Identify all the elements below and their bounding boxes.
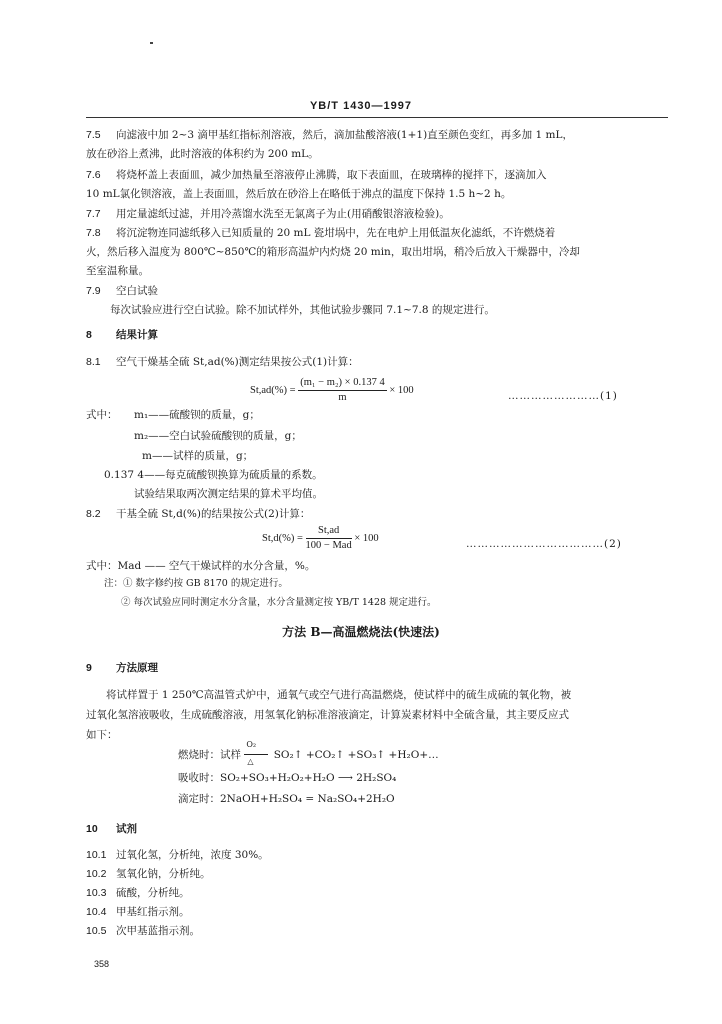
clause-number: 7.7 bbox=[86, 208, 101, 220]
principle-text-1: 将试样置于 1 250℃高温管式炉中，通氧气或空气进行高温燃烧，使试样中的硫生成硫的氧化物，被 bbox=[106, 689, 572, 701]
clause-7-5-cont: 放在砂浴上煮沸，此时溶液的体积约为 200 mL。 bbox=[86, 148, 319, 160]
clause-text: 用定量滤纸过滤，并用冷蒸馏水洗至无氯离子为止(用硝酸银溶液检验)。 bbox=[116, 208, 450, 220]
formula-tail: × 100 bbox=[354, 533, 379, 545]
var-m: m——试样的质量，g； bbox=[142, 450, 254, 462]
arrow-condition-top: O₂ bbox=[246, 740, 257, 749]
formula-2 bbox=[262, 524, 379, 553]
clause-number: 7.6 bbox=[86, 169, 101, 181]
reaction-arrow bbox=[244, 740, 270, 766]
section-number: 8 bbox=[86, 329, 92, 341]
reagent-text: 过氧化氢，分析纯，浓度 30%。 bbox=[116, 849, 269, 861]
reagent-number: 10.2 bbox=[86, 868, 107, 880]
formula-tail: × 100 bbox=[389, 385, 414, 397]
clause-7-5 bbox=[86, 128, 573, 142]
var-coefficient: 0.137 4——每克硫酸钡换算为硫质量的系数。 bbox=[104, 469, 323, 481]
section-9 bbox=[86, 661, 158, 675]
note-1: 注：① 数字修约按 GB 8170 的规定进行。 bbox=[104, 578, 288, 589]
formula-1-number: ……………………(1) bbox=[508, 390, 618, 402]
clause-title: 空白试验 bbox=[116, 285, 158, 297]
reaction-products: SO₂↑ +CO₂↑ +SO₃↑ +H₂O+… bbox=[273, 749, 439, 761]
principle-text-2: 过氧化氢溶液吸收，生成硫酸溶液，用氢氧化钠标准溶液滴定，计算炭素材料中全硫含量，其主要反应式 bbox=[86, 709, 569, 721]
standard-header: YB/T 1430—1997 bbox=[309, 100, 413, 112]
clause-text: 向滤液中加 2~3 滴甲基红指标剂溶液，然后，滴加盐酸溶液(1+1)直至颜色变红，再多加 1 mL， bbox=[116, 129, 573, 141]
clause-7-8 bbox=[86, 226, 555, 240]
reaction-titration: 滴定时：2NaOH+H₂SO₄ = Na₂SO₄+2H₂O bbox=[178, 793, 395, 805]
arrow-line bbox=[244, 754, 268, 755]
denominator: 100 − Mad bbox=[305, 540, 352, 552]
page-number: 358 bbox=[94, 959, 110, 969]
clause-7-6-cont: 10 mL氯化钡溶液，盖上表面皿，然后放在砂浴上在略低于沸点的温度下保持 1.5 h~2 h。 bbox=[86, 188, 512, 200]
section-title: 方法原理 bbox=[116, 662, 158, 674]
reaction-combustion bbox=[178, 740, 439, 766]
formula-fraction bbox=[298, 376, 387, 405]
reagent-text: 氢氧化钠，分析纯。 bbox=[116, 868, 211, 880]
section-title: 试剂 bbox=[116, 823, 137, 835]
formula-lhs: St,ad(%) = bbox=[250, 385, 296, 397]
clause-7-8-cont2: 至室温称量。 bbox=[86, 265, 149, 277]
arrow-condition-bottom: △ bbox=[247, 757, 254, 766]
reagent-number: 10.4 bbox=[86, 906, 107, 918]
formula-lhs: St,d(%) = bbox=[262, 533, 303, 545]
reagent-number: 10.1 bbox=[86, 849, 107, 861]
header-rule bbox=[86, 117, 668, 118]
var-m1: m₁——硫酸钡的质量，g； bbox=[134, 409, 260, 421]
denominator: m bbox=[338, 392, 347, 404]
clause-text: 空气干燥基全硫 St,ad(%)测定结果按公式(1)计算： bbox=[116, 356, 359, 368]
clause-number: 7.9 bbox=[86, 285, 101, 297]
formula-2-number: ………………………………(2) bbox=[466, 538, 622, 550]
note-2: ② 每次试验应同时测定水分含量，水分含量测定按 YB/T 1428 规定进行。 bbox=[121, 597, 437, 608]
clause-7-7 bbox=[86, 207, 450, 221]
clause-7-6 bbox=[86, 168, 547, 182]
method-b-heading: 方法 B—高温燃烧法(快速法) bbox=[282, 625, 440, 639]
reagent-number: 10.3 bbox=[86, 887, 107, 899]
reagent-10-2 bbox=[86, 867, 211, 881]
formula-1 bbox=[250, 376, 414, 405]
clause-text: 将沉淀物连同滤纸移入已知质量的 20 mL 瓷坩埚中，先在电炉上用低温灰化滤纸，不许燃烧着 bbox=[116, 227, 556, 239]
formula-fraction bbox=[306, 524, 352, 553]
clause-7-8-cont: 火，然后移入温度为 800℃~850℃的箱形高温炉内灼烧 20 min，取出坩埚，稍冷后放入干燥器中，冷却 bbox=[86, 246, 580, 258]
numerator: St,ad bbox=[306, 524, 352, 539]
scan-speck bbox=[150, 42, 153, 44]
where-label-1: 式中： bbox=[86, 409, 118, 421]
reagent-10-1 bbox=[86, 848, 269, 862]
section-8 bbox=[86, 328, 158, 342]
clause-number: 8.1 bbox=[86, 356, 101, 368]
reagent-10-5 bbox=[86, 924, 200, 938]
clause-number: 8.2 bbox=[86, 508, 101, 520]
section-10 bbox=[86, 822, 137, 836]
section-number: 9 bbox=[86, 662, 92, 674]
clause-text: 干基全硫 St,d(%)的结果按公式(2)计算： bbox=[116, 508, 311, 520]
clause-7-9-text: 每次试验应进行空白试验。除不加试样外，其他试验步骤同 7.1~7.8 的规定进行。 bbox=[110, 304, 495, 316]
reagent-text: 甲基红指示剂。 bbox=[116, 906, 190, 918]
clause-7-9 bbox=[86, 284, 158, 298]
principle-text-3: 如下： bbox=[86, 729, 118, 741]
clause-8-1 bbox=[86, 355, 359, 369]
reagent-number: 10.5 bbox=[86, 925, 107, 937]
reagent-text: 硫酸，分析纯。 bbox=[116, 887, 190, 899]
where-label-2: 式中：Mad —— 空气干燥试样的水分含量，%。 bbox=[86, 560, 316, 572]
reaction-label: 燃烧时：试样 bbox=[178, 749, 241, 761]
numerator: (m₁ − m₂) × 0.137 4 bbox=[298, 376, 387, 391]
clause-number: 7.8 bbox=[86, 227, 101, 239]
reaction-absorption: 吸收时：SO₂+SO₃+H₂O₂+H₂O ⟶ 2H₂SO₄ bbox=[178, 772, 397, 784]
clause-number: 7.5 bbox=[86, 129, 101, 141]
average-note: 试验结果取两次测定结果的算术平均值。 bbox=[134, 488, 323, 500]
reagent-10-3 bbox=[86, 886, 190, 900]
section-title: 结果计算 bbox=[116, 329, 158, 341]
clause-text: 将烧杯盖上表面皿，减少加热量至溶液停止沸腾，取下表面皿，在玻璃棒的搅拌下，逐滴加入 bbox=[116, 169, 547, 181]
reagent-10-4 bbox=[86, 905, 190, 919]
clause-8-2 bbox=[86, 507, 310, 521]
section-number: 10 bbox=[86, 823, 98, 835]
var-m2: m₂——空白试验硫酸钡的质量，g； bbox=[134, 430, 302, 442]
reagent-text: 次甲基蓝指示剂。 bbox=[116, 925, 200, 937]
